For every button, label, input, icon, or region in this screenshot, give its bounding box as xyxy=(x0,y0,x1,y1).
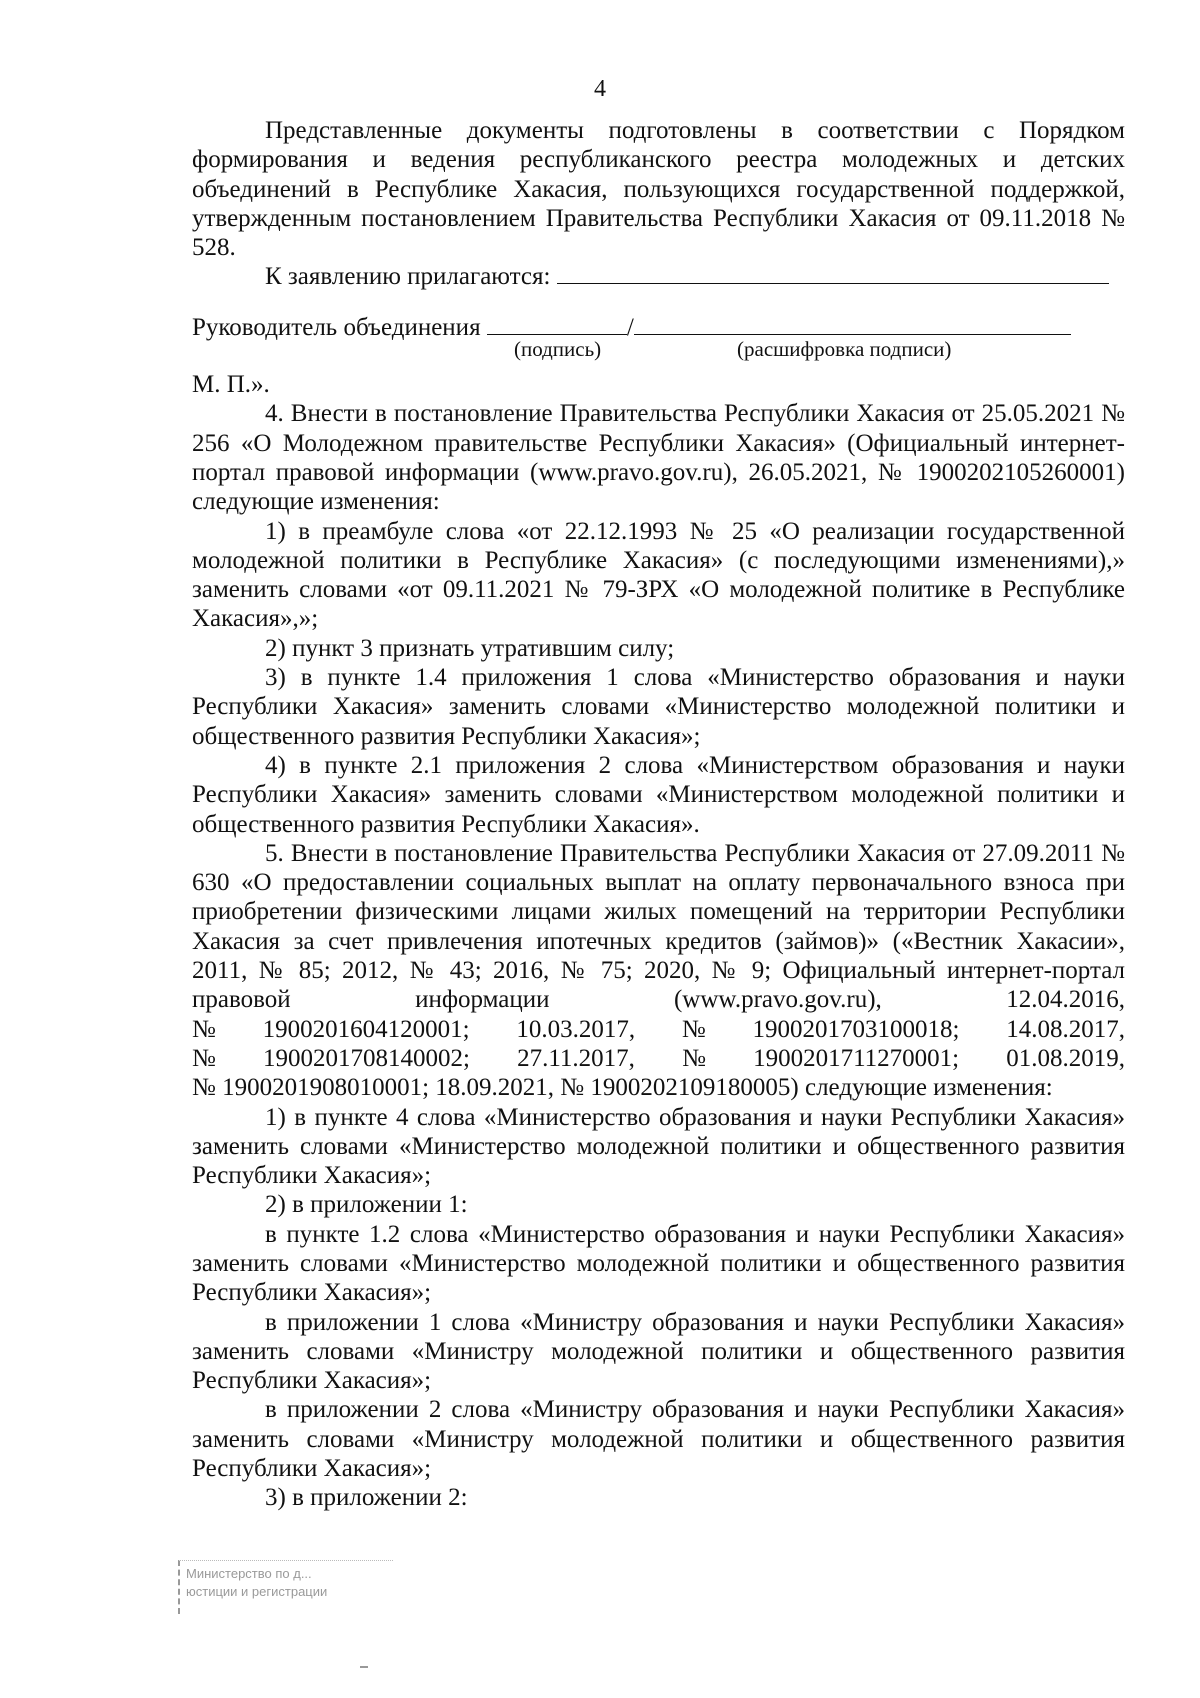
row2-cell: 27.11.2017, xyxy=(517,1044,635,1072)
paragraph-item-4-3: 3) в пункте 1.4 приложения 1 слова «Министерство образования и науки Республики Хакасия» заменить словами «Министерство молодежной политики и общественного развития Республики Хакасия»; xyxy=(192,664,1125,750)
row1-cell: 14.08.2017, xyxy=(1006,1015,1125,1043)
signature-caption-decode: (расшифровка подписи) xyxy=(737,337,952,362)
paragraph-item-5-3: 3) в приложении 2: xyxy=(265,1484,468,1512)
row2-cell: 1900201708140002; xyxy=(263,1044,470,1072)
paragraph-item-4: 4. Внести в постановление Правительства Республики Хакасия от 25.05.2021 № 256 «О Молодежном правительстве Республики Хакасия» (Официальный интернет-портал правовой информации (www.pravo.gov.ru), 26.05.2021, № 1900202105260001) следующие изменения: xyxy=(192,400,1125,516)
registry-numbers-row-2 xyxy=(192,1044,1125,1073)
paragraph-item-5-2b: в приложении 1 слова «Министру образования и науки Республики Хакасия» заменить словами «Министру молодежной политики и общественного развития Республики Хакасия»; xyxy=(192,1308,1125,1395)
paragraph-item-5: 5. Внести в постановление Правительства Республики Хакасия от 27.09.2011 № 630 «О предоставлении социальных выплат на оплату первоначального взноса при приобретении физическими лицами жилых помещений на территории Республики Хакасия за счет привлечения ипотечных кредитов (займов)» («Вестник Хакасии», 2011, № 85; 2012, № 43; 2016, № 75; 2020, № 9; Официальный интернет-портал правовой информации (www.pravo.gov.ru), 12.04.2016, xyxy=(192,839,1125,1014)
row2-cell: № xyxy=(682,1044,706,1072)
paragraph-item-5-1: 1) в пункте 4 слова «Министерство образования и науки Республики Хакасия» заменить словами «Министерство молодежной политики и общественного развития Республики Хакасия»; xyxy=(192,1103,1125,1190)
signature-captions xyxy=(192,337,1125,370)
stamp-line-2: юстиции и регистрации xyxy=(186,1584,328,1599)
row2-cell: № xyxy=(192,1044,216,1072)
paragraph-item-4-4: 4) в пункте 2.1 приложения 2 слова «Министерством образования и науки Республики Хакасия» заменить словами «Министерством молодежной политики и общественного развития Республики Хакасия». xyxy=(192,751,1125,838)
page-number: 4 xyxy=(594,76,606,102)
attachments-label: К заявлению прилагаются: xyxy=(265,263,551,291)
signature-blank-line xyxy=(487,314,627,335)
signature-caption-sign: (подпись) xyxy=(514,337,602,362)
paragraph-item-5-2a: в пункте 1.2 слова «Министерство образования и науки Республики Хакасия» заменить словами «Министерство молодежной политики и общественного развития Республики Хакасия»; xyxy=(192,1220,1125,1307)
signature-slash: / xyxy=(626,313,634,341)
row1-cell: № xyxy=(681,1015,706,1043)
paragraph-item-4-2: 2) пункт 3 признать утратившим силу; xyxy=(265,634,675,662)
document-body xyxy=(192,116,1125,1513)
row1-cell: 10.03.2017, xyxy=(516,1015,636,1043)
signature-row xyxy=(192,313,1125,342)
paragraph-item-5-2c: в приложении 2 слова «Министру образования и науки Республики Хакасия» заменить словами «Министру молодежной политики и общественного развития Республики Хакасия»; xyxy=(192,1396,1125,1483)
paragraph-item-5-end: № 1900201908010001; 18.09.2021, № 1900202109180005) следующие изменения: xyxy=(192,1074,1053,1102)
attachments-blank-line xyxy=(557,263,1109,284)
registration-stamp xyxy=(178,1560,393,1614)
paragraph-documents-prepared: Представленные документы подготовлены в соответствии с Порядком формирования и ведения республиканского реестра молодежных и детских объединений в Республике Хакасия, пользующихся государственной поддержкой, утвержденным постановлением Правительства Республики Хакасия от 09.11.2018 № 528. xyxy=(192,117,1125,262)
paragraph-item-5-2: 2) в приложении 1: xyxy=(265,1191,468,1219)
row2-cell: 1900201711270001; xyxy=(753,1044,960,1072)
registry-numbers-row-1 xyxy=(192,1015,1125,1044)
row2-cell: 01.08.2019, xyxy=(1006,1044,1125,1072)
row1-cell: № xyxy=(192,1015,216,1043)
signature-decode-blank-line xyxy=(634,314,1071,335)
signature-label: Руководитель объединения xyxy=(192,313,481,341)
row1-cell: 1900201703100018; xyxy=(752,1015,960,1043)
scan-speck xyxy=(360,1666,368,1668)
attachments-line xyxy=(192,262,1125,291)
stamp-line-1: Министерство по д... xyxy=(186,1566,312,1581)
paragraph-item-4-1: 1) в преамбуле слова «от 22.12.1993 № 25 «О реализации государственной молодежной политики в Республике Хакасия» (с последующими изменениями),» заменить словами «от 09.11.2021 № 79-ЗРХ «О молодежной политике в Республике Хакасия»,»; xyxy=(192,517,1125,633)
seal-mark: М. П.». xyxy=(192,371,270,399)
row1-cell: 1900201604120001; xyxy=(262,1015,470,1043)
